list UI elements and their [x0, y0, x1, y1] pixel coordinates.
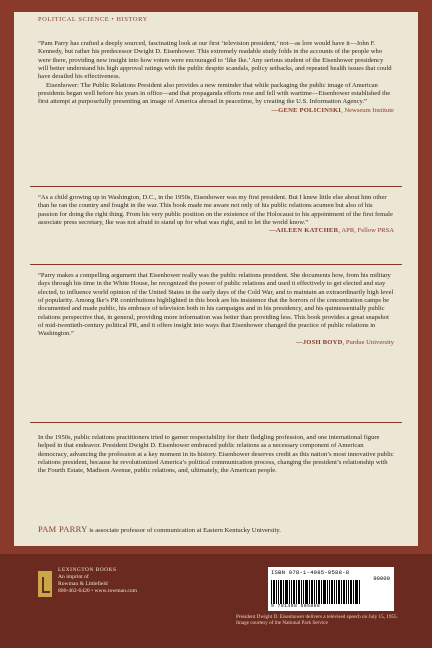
book-description: In the 1950s, public relations practitioners tried to garner respectability for their fledgling profession, and one international figure helped in that endeavor. President Dwight D. Eisenhower embraced public relations as a necessary component of American democracy, advancing the profession at a key moment in its history. Eisenhower deserves credit as this nation’s most innovative public relations president, because he revolutionized America’s political communication process, changing the president’s relationship with the Fourth Estate, Madison Avenue, public relations, and, ultimately, the American people. — [38, 434, 394, 475]
publisher-line-4: 800-462-6420 • www.rowman.com — [58, 588, 137, 594]
publisher-logo-icon — [38, 571, 52, 597]
author-bio-text: is associate professor of communication at Eastern Kentucky University. — [87, 527, 281, 534]
divider-3 — [30, 422, 402, 423]
blurb-2-attr-name: —AILEEN KATCHER — [269, 227, 339, 235]
blurb-3-attribution — [38, 339, 394, 347]
photo-top-strip — [0, 546, 432, 554]
isbn-text: ISBN 978-1-4985-0588-8 — [271, 569, 350, 576]
publisher-text — [58, 567, 137, 595]
publisher-line-3: Rowman & Littlefield — [58, 581, 108, 587]
barcode-bars — [271, 578, 391, 604]
publisher-block — [38, 567, 188, 611]
category-label: POLITICAL SCIENCE • HISTORY — [38, 16, 148, 23]
divider-1 — [30, 186, 402, 187]
blurb-3 — [38, 272, 394, 347]
blurb-2-attr-role: , APR, Fellow PRSA — [338, 227, 394, 235]
blurb-2-attribution — [38, 227, 394, 235]
blurb-3-attr-name: —JOSH BOYD — [296, 338, 343, 346]
blurb-1-attr-role: , Newseum Institute — [341, 106, 394, 114]
blurb-3-attr-role: , Purdue University — [342, 338, 394, 346]
barcode-digits: 9 781498 505888 — [271, 604, 321, 609]
blurb-1-para-2: Eisenhower: The Public Relations President also provides a new reminder that while packaging the public image of American presidents began well before his years in office—and that propaganda efforts rose and fell with wartime—Eisenhower established the first attempt at purposefully presenting an image of America abroad in peacetime, by creating the U.S. Information Agency.” — [38, 81, 391, 106]
author-name: PAM PARRY — [38, 524, 88, 534]
isbn-barcode — [268, 567, 394, 611]
blurb-2-para-1: “As a child growing up in Washington, D.C., in the 1950s, Eisenhower was my first president. But I knew little else about him other than he ran the country and fought in the war. This book made me aware not only of his public relations acumen but also of his passion for doing the right thing. From his very public position on the existence of the Holocaust to his appointment of the first female associate press secretary, Ike was not afraid to stand up for what was right, and to let the world know.” — [38, 194, 393, 227]
divider-2 — [30, 264, 402, 265]
publisher-name: LEXINGTON BOOKS — [58, 567, 117, 573]
photo-caption: President Dwight D. Eisenhower delivers a televised speech on July 15, 1955. Image courtesy of the National Park Service — [236, 614, 398, 627]
blurb-1-attr-name: —GENE POLICINSKI — [271, 106, 342, 114]
blurb-1 — [38, 40, 394, 115]
blurb-2 — [38, 194, 394, 236]
blurb-3-para-1: “Parry makes a compelling argument that Eisenhower really was the public relations president. She documents how, from his military days through his time in the White House, he recognized the power of public relations and used it effectively to get elected and stay elected, to influence world opinion of the United States in the early days of the Cold War, and to maintain an extraordinarily high level of popularity. Among Ike’s PR contributions highlighted in this book are his insistence that the horrors of the concentration camps be documented and made public, his embrace of television both in his campaigns and in his presidency, and his quintessentially public relations perspective that, in general, providing more information was better than providing less. This book provides a great snapshot of mid-twentieth-century political PR, and it offers insight into ways that Eisenhower changed the practice of public relations in Washington.” — [38, 272, 394, 338]
blurb-1-attribution — [38, 107, 394, 115]
price-code: 90000 — [373, 575, 390, 582]
publisher-line-2: An imprint of — [58, 574, 89, 580]
author-bio — [38, 524, 394, 534]
blurb-1-para-1: “Pam Parry has crafted a deeply sourced, fascinating look at our first ‘television president,’ not—as lore would have it—John F. Kennedy, but rather his predecessor Dwight D. Eisenhower. This extremely readable study folds in the accounts of the people who were there, providing new insight into how voters were encouraged to ‘like Ike.’ Any serious student of the Eisenhower presidency will better understand his high approval ratings with the public despite scandals, policy setbacks, and repeated health issues that could have derailed his effectiveness. — [38, 40, 392, 81]
